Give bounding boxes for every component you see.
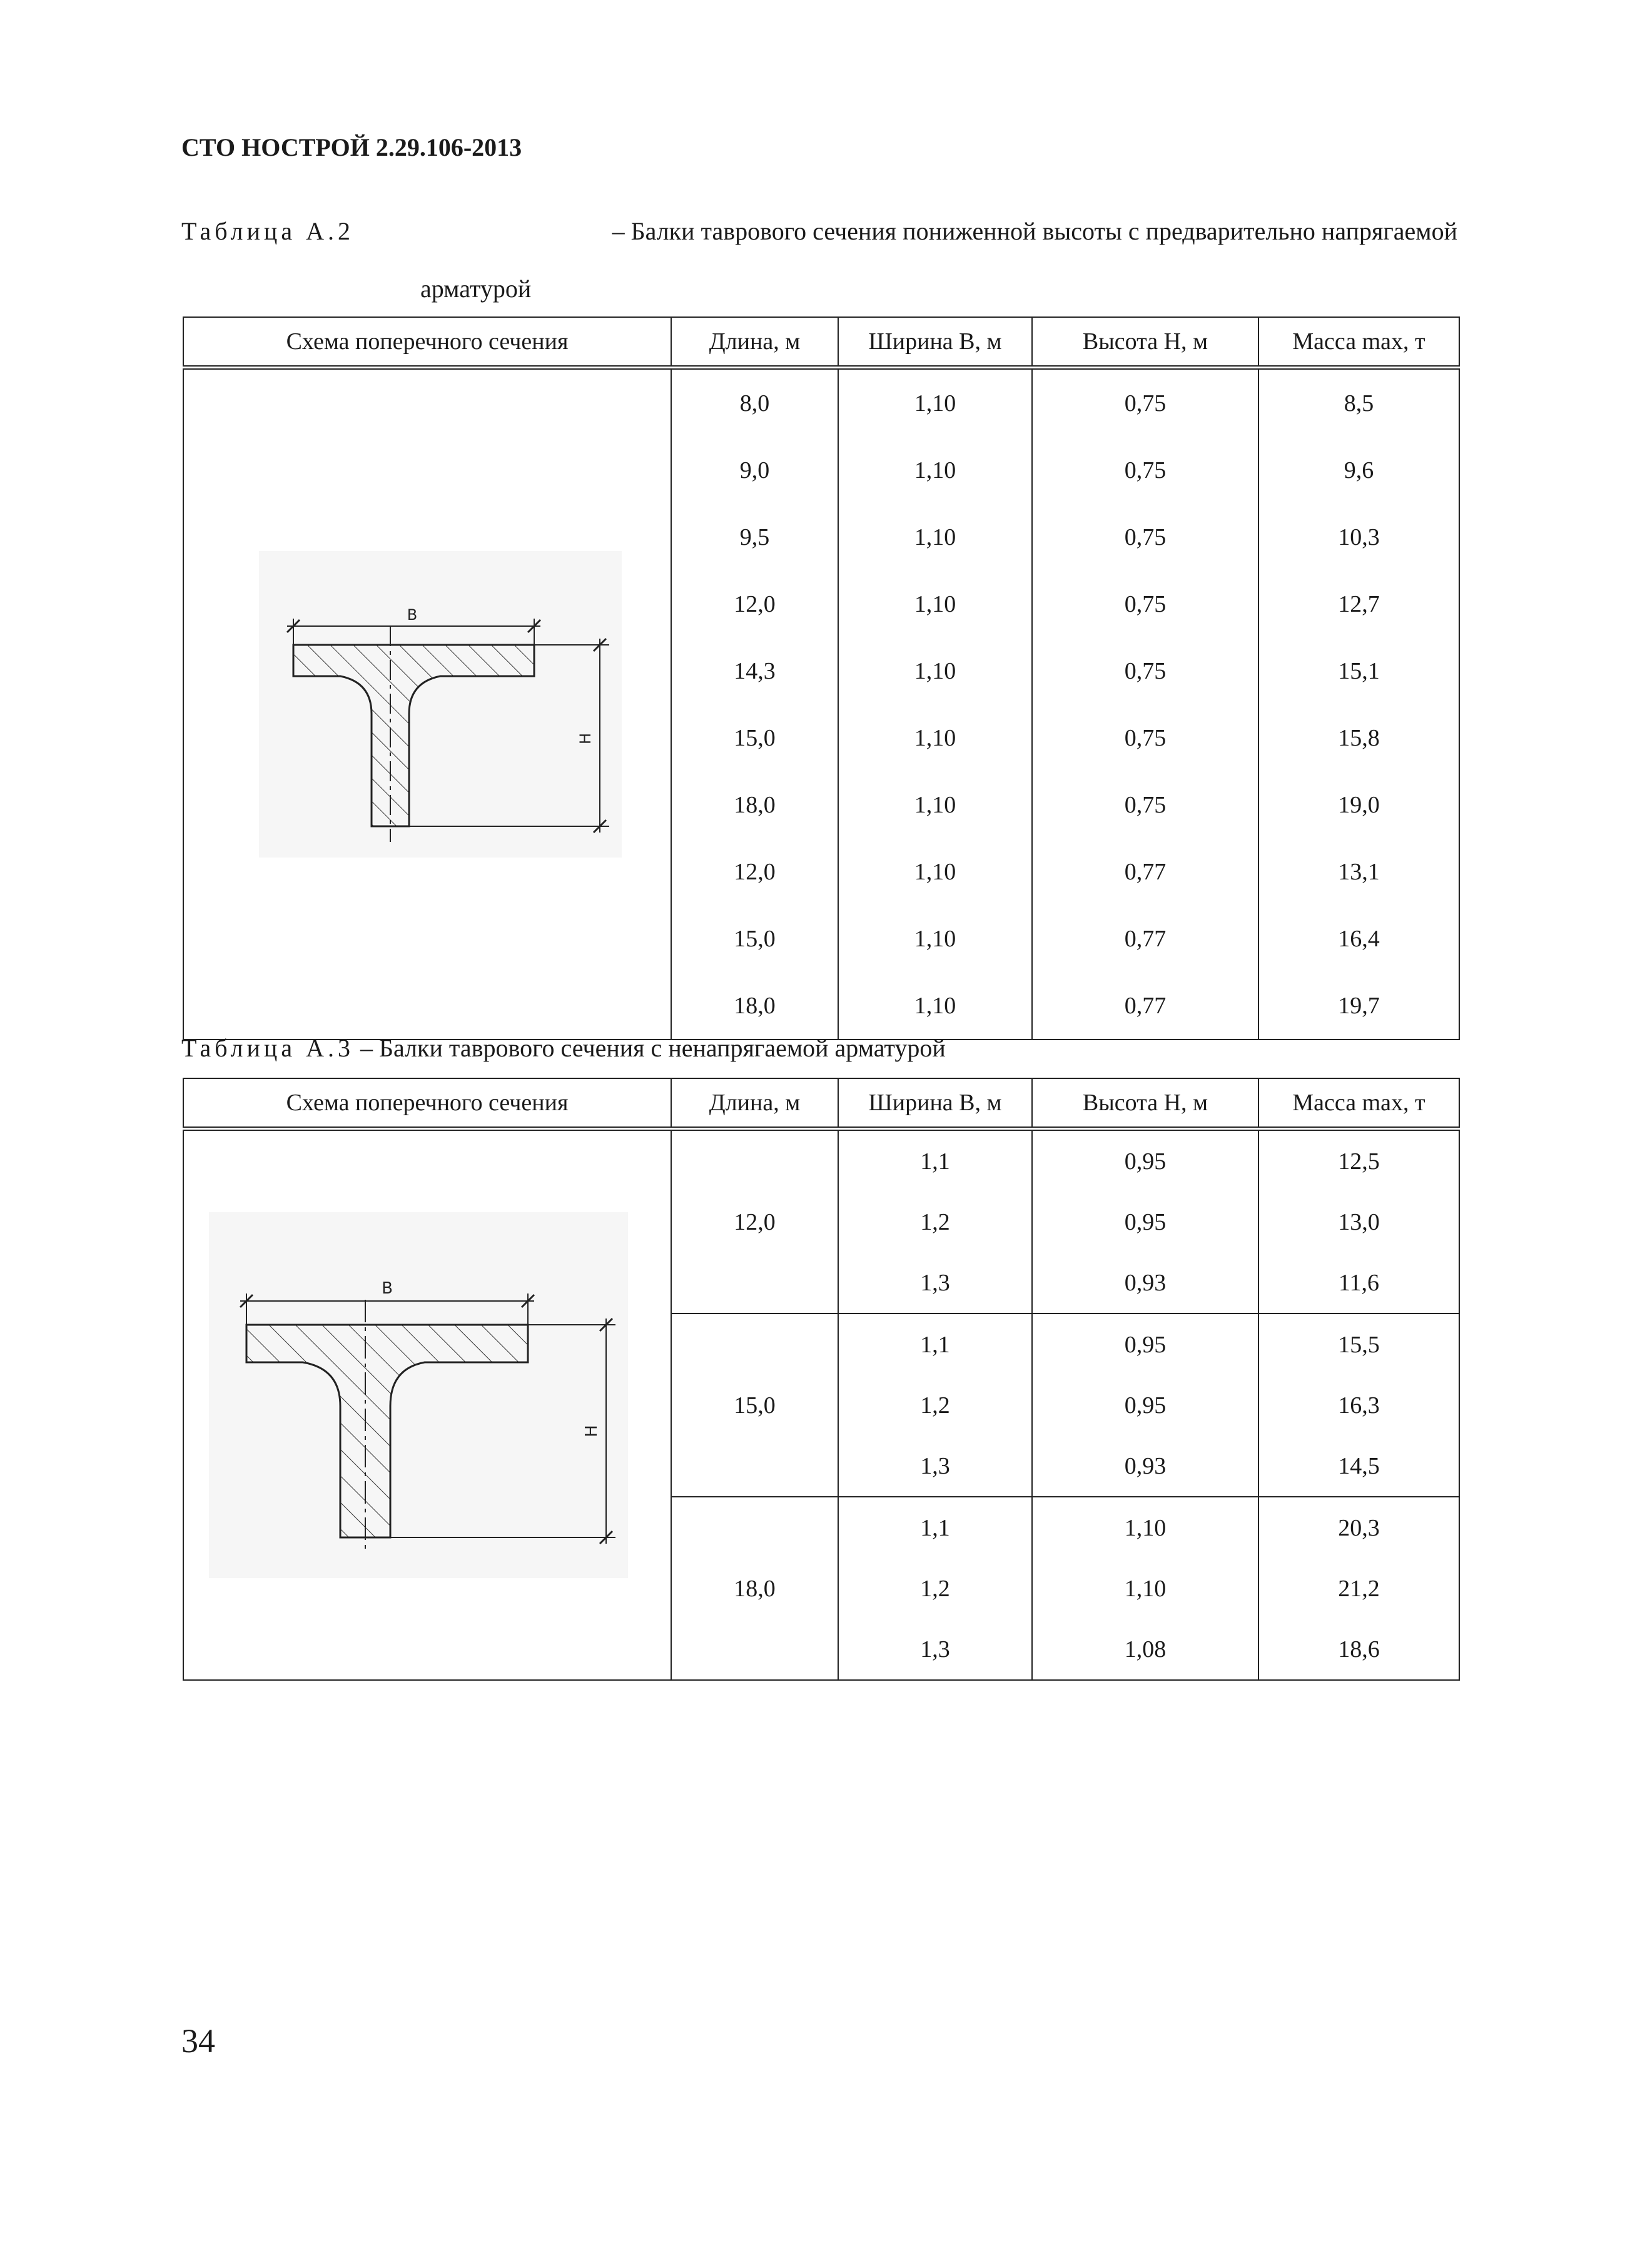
- mass-cell: 11,6: [1258, 1252, 1459, 1314]
- height-cell: 0,75: [1032, 368, 1258, 437]
- height-cell: 0,75: [1032, 570, 1258, 637]
- height-label-h: H: [577, 732, 594, 745]
- length-cell: 12,0: [671, 570, 838, 637]
- mass-cell: 8,5: [1258, 368, 1459, 437]
- col-header-height: Высота Н, м: [1032, 317, 1258, 368]
- mass-cell: 18,6: [1258, 1619, 1459, 1680]
- mass-cell: 15,1: [1258, 637, 1459, 704]
- height-cell: 0,93: [1032, 1435, 1258, 1497]
- mass-cell: 13,1: [1258, 838, 1459, 905]
- table-a3-caption: [181, 1033, 946, 1063]
- mass-cell: 19,0: [1258, 771, 1459, 838]
- mass-cell: 16,3: [1258, 1375, 1459, 1435]
- mass-cell: 21,2: [1258, 1558, 1459, 1619]
- col-header-scheme: Схема поперечного сечения: [183, 1078, 671, 1129]
- document-code: СТО НОСТРОЙ 2.29.106-2013: [181, 133, 522, 161]
- length-cell: 14,3: [671, 637, 838, 704]
- length-cell: 15,0: [671, 905, 838, 972]
- width-cell: 1,3: [838, 1252, 1032, 1314]
- length-cell: 15,0: [671, 704, 838, 771]
- length-cell: 18,0: [671, 1497, 838, 1680]
- length-cell: 9,0: [671, 437, 838, 504]
- col-header-height: Высота Н, м: [1032, 1078, 1258, 1129]
- table-a3: [183, 1078, 1460, 1681]
- height-cell: 1,08: [1032, 1619, 1258, 1680]
- table-a3-caption-text: – Балки таврового сечения с ненапрягаемой арматурой: [360, 1034, 946, 1062]
- width-cell: 1,10: [838, 504, 1032, 570]
- mass-cell: 15,8: [1258, 704, 1459, 771]
- width-label-b: B: [407, 606, 418, 624]
- height-cell: 0,75: [1032, 704, 1258, 771]
- length-cell: 15,0: [671, 1314, 838, 1497]
- col-header-mass: Масса max, т: [1258, 1078, 1459, 1129]
- width-cell: 1,10: [838, 437, 1032, 504]
- height-cell: 0,75: [1032, 771, 1258, 838]
- table-a2-caption-label: Таблица А.2: [181, 217, 354, 245]
- width-cell: 1,1: [838, 1497, 1032, 1558]
- height-cell: 0,95: [1032, 1129, 1258, 1192]
- width-cell: 1,10: [838, 771, 1032, 838]
- mass-cell: 10,3: [1258, 504, 1459, 570]
- height-cell: 0,77: [1032, 838, 1258, 905]
- t-beam-cross-section-figure: [209, 1212, 628, 1578]
- height-cell: 0,77: [1032, 905, 1258, 972]
- width-cell: 1,1: [838, 1129, 1032, 1192]
- height-cell: 0,75: [1032, 437, 1258, 504]
- length-cell: 9,5: [671, 504, 838, 570]
- length-cell: 8,0: [671, 368, 838, 437]
- height-cell: 0,95: [1032, 1375, 1258, 1435]
- height-cell: 0,75: [1032, 504, 1258, 570]
- mass-cell: 14,5: [1258, 1435, 1459, 1497]
- length-cell: 18,0: [671, 972, 838, 1040]
- width-cell: 1,10: [838, 637, 1032, 704]
- width-cell: 1,10: [838, 704, 1032, 771]
- mass-cell: 9,6: [1258, 437, 1459, 504]
- table-a2-caption-line2: арматурой: [420, 275, 532, 303]
- table-a3-header-row: [183, 1078, 1459, 1129]
- height-cell: 0,95: [1032, 1314, 1258, 1375]
- table-a2-caption-line1: [181, 216, 1457, 246]
- width-cell: 1,10: [838, 368, 1032, 437]
- table-a2-caption-text: – Балки таврового сечения пониженной высоты с предварительно напрягаемой: [612, 217, 1457, 245]
- col-header-scheme: Схема поперечного сечения: [183, 317, 671, 368]
- height-cell: 0,95: [1032, 1192, 1258, 1252]
- height-label-h: H: [582, 1425, 601, 1437]
- t-beam-cross-section-figure: [259, 551, 622, 858]
- mass-cell: 20,3: [1258, 1497, 1459, 1558]
- mass-cell: 13,0: [1258, 1192, 1459, 1252]
- width-cell: 1,2: [838, 1375, 1032, 1435]
- table-row: [183, 368, 1459, 437]
- mass-cell: 19,7: [1258, 972, 1459, 1040]
- mass-cell: 15,5: [1258, 1314, 1459, 1375]
- height-cell: 0,77: [1032, 972, 1258, 1040]
- col-header-length: Длина, м: [671, 1078, 838, 1129]
- table-row: [183, 1129, 1459, 1192]
- height-cell: 1,10: [1032, 1497, 1258, 1558]
- width-label-b: B: [382, 1279, 393, 1298]
- length-cell: 12,0: [671, 1129, 838, 1314]
- height-cell: 0,75: [1032, 637, 1258, 704]
- table-a2-header-row: [183, 317, 1459, 368]
- cross-section-scheme-cell: [183, 368, 671, 1040]
- width-cell: 1,2: [838, 1192, 1032, 1252]
- width-cell: 1,3: [838, 1619, 1032, 1680]
- width-cell: 1,10: [838, 905, 1032, 972]
- width-cell: 1,2: [838, 1558, 1032, 1619]
- col-header-width: Ширина В, м: [838, 317, 1032, 368]
- width-cell: 1,10: [838, 570, 1032, 637]
- col-header-length: Длина, м: [671, 317, 838, 368]
- width-cell: 1,10: [838, 838, 1032, 905]
- length-cell: 12,0: [671, 838, 838, 905]
- height-cell: 0,93: [1032, 1252, 1258, 1314]
- col-header-mass: Масса max, т: [1258, 317, 1459, 368]
- page-number: 34: [181, 2022, 215, 2060]
- table-a2: [183, 316, 1460, 1040]
- mass-cell: 16,4: [1258, 905, 1459, 972]
- mass-cell: 12,5: [1258, 1129, 1459, 1192]
- width-cell: 1,1: [838, 1314, 1032, 1375]
- col-header-width: Ширина В, м: [838, 1078, 1032, 1129]
- table-a3-caption-label: Таблица А.3: [181, 1034, 354, 1062]
- mass-cell: 12,7: [1258, 570, 1459, 637]
- height-cell: 1,10: [1032, 1558, 1258, 1619]
- width-cell: 1,3: [838, 1435, 1032, 1497]
- cross-section-scheme-cell: [183, 1129, 671, 1681]
- width-cell: 1,10: [838, 972, 1032, 1040]
- length-cell: 18,0: [671, 771, 838, 838]
